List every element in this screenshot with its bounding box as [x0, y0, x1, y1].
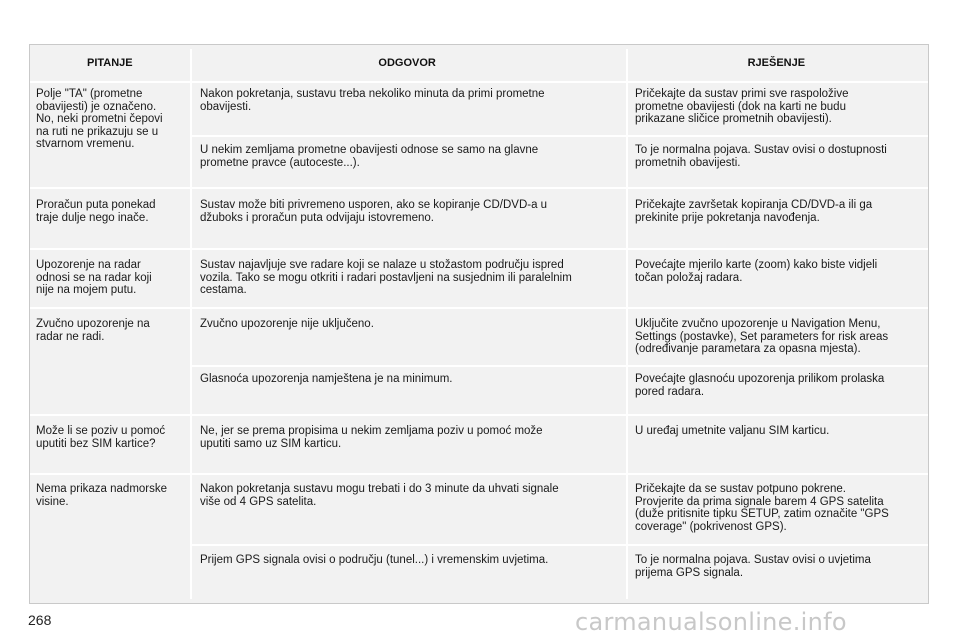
page-number: 268 — [28, 612, 52, 628]
table-header — [30, 45, 928, 81]
header-question: PITANJE — [87, 57, 133, 69]
subrow-divider — [192, 365, 928, 367]
row-divider — [30, 307, 928, 309]
row-divider — [30, 414, 928, 416]
row-divider — [30, 473, 928, 475]
question-cell: Proračun puta ponekad traje dulje nego inače. — [36, 199, 156, 224]
header-solution: RJEŠENJE — [747, 57, 806, 69]
column-divider — [190, 49, 192, 599]
question-cell: Zvučno upozorenje na radar ne radi. — [36, 318, 150, 343]
solution-cell: To je normalna pojava. Sustav ovisi o dostupnosti prometnih obavijesti. — [635, 144, 887, 169]
solution-cell: U uređaj umetnite valjanu SIM karticu. — [635, 425, 830, 437]
answer-cell: Zvučno upozorenje nije uključeno. — [200, 318, 374, 330]
solution-cell: Povećajte mjerilo karte (zoom) kako biste vidjeli točan položaj radara. — [635, 259, 878, 284]
answer-cell: Nakon pokretanja, sustavu treba nekoliko minuta da primi prometne obavijesti. — [200, 88, 545, 113]
solution-cell: Pričekajte da sustav primi sve raspoložive prometne obavijesti (dok na karti ne budu prikazane sličice prometnih obavijesti). — [635, 88, 849, 125]
answer-cell: Prijem GPS signala ovisi o području (tunel...) i vremenskim uvjetima. — [200, 554, 549, 566]
answer-cell: Sustav najavljuje sve radare koji se nalaze u stožastom području ispred vozila. Tako se mogu otkriti i radari postavljeni na susjednim ili paralelnim cestama. — [200, 259, 572, 296]
row-divider — [30, 187, 928, 189]
column-divider — [626, 49, 628, 599]
subrow-divider — [192, 135, 928, 137]
row-divider — [30, 248, 928, 250]
answer-cell: Glasnoća upozorenja namještena je na minimum. — [200, 373, 453, 385]
row-divider — [30, 81, 928, 83]
question-cell: Može li se poziv u pomoć uputiti bez SIM kartice? — [36, 425, 166, 450]
watermark: carmanualsonline.info — [575, 608, 847, 636]
question-cell: Upozorenje na radar odnosi se na radar koji nije na mojem putu. — [36, 259, 152, 296]
answer-cell: Ne, jer se prema propisima u nekim zemljama poziv u pomoć može uputiti samo uz SIM karticu. — [200, 425, 543, 450]
question-cell: Polje "TA" (prometne obavijesti) je označeno. No, neki prometni čepovi na ruti ne prikazuju se u stvarnom vremenu. — [36, 88, 163, 150]
answer-cell: U nekim zemljama prometne obavijesti odnose se samo na glavne prometne pravce (autoceste...). — [200, 144, 539, 169]
subrow-divider — [192, 544, 928, 546]
solution-cell: To je normalna pojava. Sustav ovisi o uvjetima prijema GPS signala. — [635, 554, 871, 579]
answer-cell: Nakon pokretanja sustavu mogu trebati i do 3 minute da uhvati signale više od 4 GPS satelita. — [200, 483, 559, 508]
solution-cell: Uključite zvučno upozorenje u Navigation Menu, Settings (postavke), Set parameters for risk areas (određivanje parametara za opasna mjesta). — [635, 318, 889, 355]
answer-cell: Sustav može biti privremeno usporen, ako se kopiranje CD/DVD-a u džuboks i proračun puta odvijaju istovremeno. — [200, 199, 548, 224]
question-cell: Nema prikaza nadmorske visine. — [36, 483, 168, 508]
solution-cell: Pričekajte završetak kopiranja CD/DVD-a ili ga prekinite prije pokretanja navođenja. — [635, 199, 873, 224]
solution-cell: Pričekajte da se sustav potpuno pokrene. Provjerite da prima signale barem 4 GPS satelita (duže pritisnite tipku SETUP, zatim označite "GPS coverage" (pokrivenost GPS). — [635, 483, 889, 533]
troubleshooting-table — [29, 44, 929, 604]
header-answer: ODGOVOR — [378, 57, 436, 69]
solution-cell: Povećajte glasnoću upozorenja prilikom prolaska pored radara. — [635, 373, 885, 398]
